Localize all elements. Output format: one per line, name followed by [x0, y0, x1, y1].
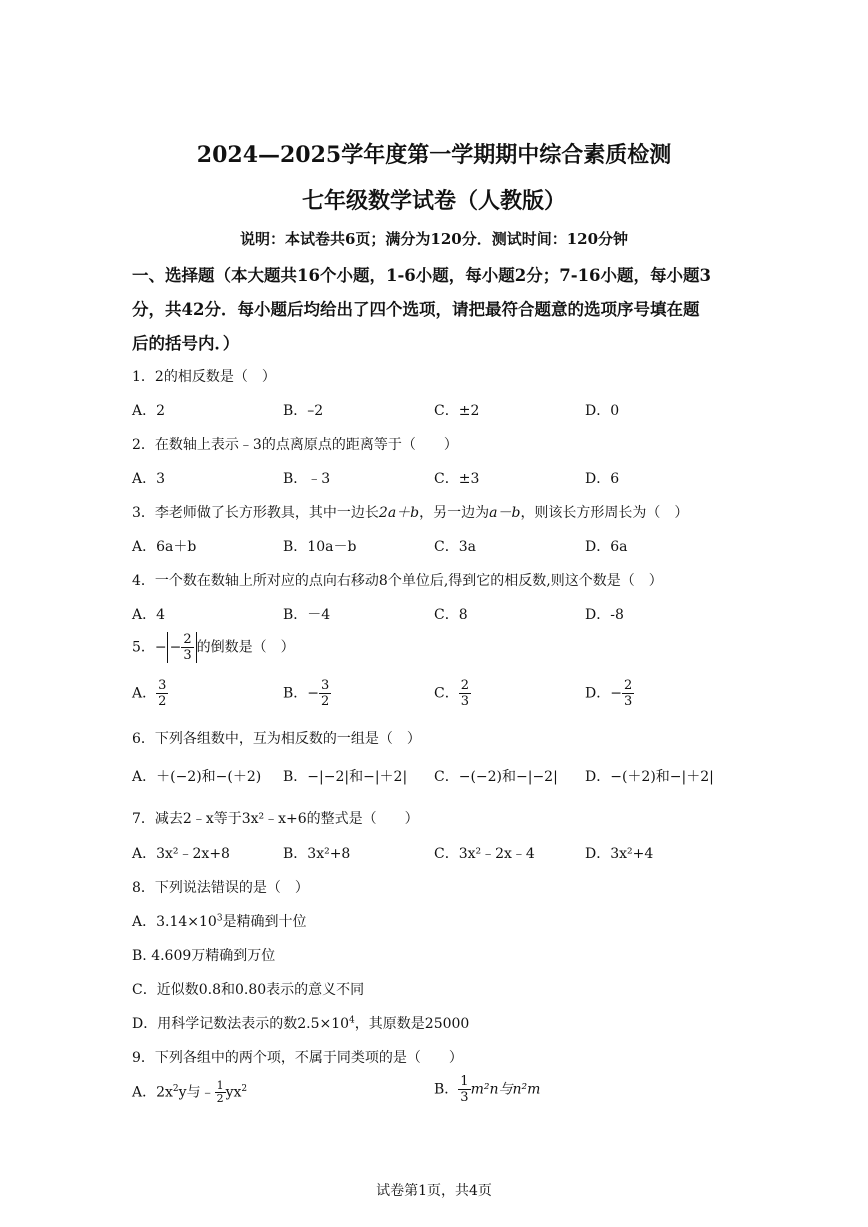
- question-4-stem: 4．一个数在数轴上所对应的点向右移动8个单位后,得到它的相反数,则这个数是（ ）: [132, 573, 663, 589]
- question-9-option-b: [434, 1074, 540, 1105]
- fraction-numerator: 1: [460, 1074, 469, 1089]
- option-fraction: [156, 678, 168, 709]
- question-1-option-c: C．±2: [434, 403, 480, 419]
- question-2-option-c: C．±3: [434, 471, 480, 487]
- exponent: 4: [349, 1015, 355, 1026]
- question-6-option-d: D．−(＋2)和−|＋2|: [585, 769, 714, 785]
- question-3-option-b: B．10a－b: [283, 539, 357, 555]
- fraction-numerator: 3: [321, 678, 330, 693]
- exam-note: 说明：本试卷共6页；满分为120分．测试时间：120分钟: [239, 230, 629, 248]
- question-2-option-b: B．﹣3: [283, 471, 331, 487]
- option-text: D．用科学记数法表示的数2.5×10: [132, 1016, 350, 1032]
- option-fraction: [459, 678, 471, 709]
- question-5-option-c: [434, 678, 471, 709]
- option-fraction: [458, 1074, 470, 1105]
- question-5-number: 5．: [132, 639, 155, 656]
- option-text: 是精确到十位: [222, 914, 307, 930]
- option-text: m²n与n²m: [470, 1081, 541, 1098]
- option-sign: −: [307, 685, 320, 702]
- question-1-stem: 1．2的相反数是（ ）: [132, 369, 276, 385]
- question-3-expr1: 2a＋b: [378, 505, 420, 521]
- question-5-option-d: [585, 678, 634, 709]
- question-3-option-d: D．6a: [585, 539, 628, 555]
- question-5-inner-minus: −: [169, 639, 182, 656]
- question-3-stem-part2: ，另一边为: [419, 505, 490, 521]
- page-footer: 试卷第1页，共4页: [376, 1183, 492, 1199]
- question-7-option-d: D．3x²+4: [585, 846, 654, 862]
- option-fraction: [319, 678, 331, 709]
- option-text: A．3.14×10: [132, 914, 217, 930]
- exam-subtitle: 七年级数学试卷（人教版）: [301, 188, 566, 214]
- question-3-stem: [132, 502, 688, 522]
- question-1-option-b: B．–2: [283, 403, 324, 419]
- option-label: A．: [132, 685, 157, 702]
- question-7-option-c: C．3x²﹣2x﹣4: [434, 846, 535, 862]
- question-9-stem: 9．下列各组中的两个项，不属于同类项的是（ ）: [132, 1050, 463, 1066]
- fraction-numerator: 3: [158, 678, 167, 693]
- fraction-denominator: 2: [321, 694, 330, 709]
- section-header-line3: 后的括号内．）: [132, 334, 240, 353]
- question-3-stem-part1: 3．李老师做了长方形教具，其中一边长: [132, 505, 379, 521]
- question-7-option-a: A．3x²﹣2x+8: [132, 846, 230, 862]
- section-header-line1: 一、选择题（本大题共16个小题，1-6小题，每小题2分；7-16小题，每小题3: [132, 266, 712, 285]
- exponent: 2: [241, 1083, 248, 1094]
- option-text: A．2x: [132, 1084, 173, 1101]
- question-5-option-b: [283, 678, 331, 709]
- question-8-option-c: C．近似数0.8和0.80表示的意义不同: [132, 982, 365, 998]
- section-header-line2: 分，共42分．每小题后均给出了四个选项，请把最符合题意的选项序号填在题: [132, 300, 700, 319]
- option-text: yx: [225, 1084, 242, 1101]
- question-6-option-a: A．＋(−2)和−(＋2): [132, 769, 262, 785]
- question-4-option-b: B．－4: [283, 607, 331, 623]
- question-6-option-c: C．−(−2)和−|−2|: [434, 769, 558, 785]
- fraction-numerator: 1: [216, 1079, 224, 1092]
- fraction-numerator: 2: [183, 632, 192, 647]
- question-4-option-d: D．-8: [585, 607, 624, 623]
- question-4-option-c: C．8: [434, 607, 468, 623]
- option-text: ，其原数是25000: [354, 1016, 470, 1032]
- question-1-option-d: D．0: [585, 403, 620, 419]
- question-7-stem: 7．减去2﹣x等于3x²﹣x+6的整式是（ ）: [132, 811, 419, 827]
- question-2-stem: 2．在数轴上表示﹣3的点离原点的距离等于（ ）: [132, 437, 458, 453]
- question-2-option-d: D．6: [585, 471, 620, 487]
- option-label: B．: [283, 685, 308, 702]
- question-1-option-a: A．2: [132, 403, 166, 419]
- question-3-stem-part3: ，则该长方形周长为（ ）: [520, 505, 689, 521]
- option-text: y与﹣: [178, 1084, 215, 1101]
- question-3-expr2: a－b: [489, 505, 521, 521]
- question-2-option-a: A．3: [132, 471, 166, 487]
- fraction-denominator: 3: [460, 694, 469, 709]
- question-8-stem: 8．下列说法错误的是（ ）: [132, 880, 309, 896]
- question-5-stem: [132, 632, 295, 663]
- question-4-option-a: A．4: [132, 607, 166, 623]
- question-8-option-b: B. 4.609万精确到万位: [132, 948, 276, 964]
- option-fraction: [622, 678, 634, 709]
- question-5-minus: −: [154, 639, 167, 656]
- question-7-option-b: B．3x²+8: [283, 846, 351, 862]
- exponent: 2: [172, 1083, 179, 1094]
- fraction-denominator: 2: [158, 694, 167, 709]
- exam-title: 2024—2025学年度第一学期期中综合素质检测: [196, 142, 672, 168]
- option-label: D．: [585, 685, 611, 702]
- question-6-option-b: B．−|−2|和−|＋2|: [283, 769, 408, 785]
- question-9-option-a: [132, 1080, 247, 1105]
- fraction-numerator: 2: [623, 678, 633, 693]
- question-5-abs: [167, 632, 197, 663]
- question-3-option-c: C．3a: [434, 539, 476, 555]
- question-8-option-a: [132, 911, 307, 931]
- option-fraction: [215, 1080, 226, 1105]
- fraction-denominator: 2: [216, 1092, 224, 1105]
- fraction-denominator: 3: [460, 1090, 469, 1105]
- fraction-denominator: 3: [183, 648, 192, 663]
- option-label: B．: [434, 1081, 459, 1098]
- option-sign: −: [610, 685, 622, 702]
- fraction-denominator: 3: [623, 694, 633, 709]
- option-label: C．: [434, 685, 459, 702]
- question-5-fraction: [181, 632, 193, 663]
- question-5-option-a: [132, 678, 168, 709]
- question-3-option-a: A．6a＋b: [132, 539, 197, 555]
- question-5-tail: 的倒数是（ ）: [196, 639, 295, 656]
- question-6-stem: 6．下列各组数中，互为相反数的一组是（ ）: [132, 731, 421, 747]
- exponent: 3: [216, 913, 223, 924]
- fraction-numerator: 2: [460, 678, 469, 693]
- question-8-option-d: [132, 1013, 469, 1033]
